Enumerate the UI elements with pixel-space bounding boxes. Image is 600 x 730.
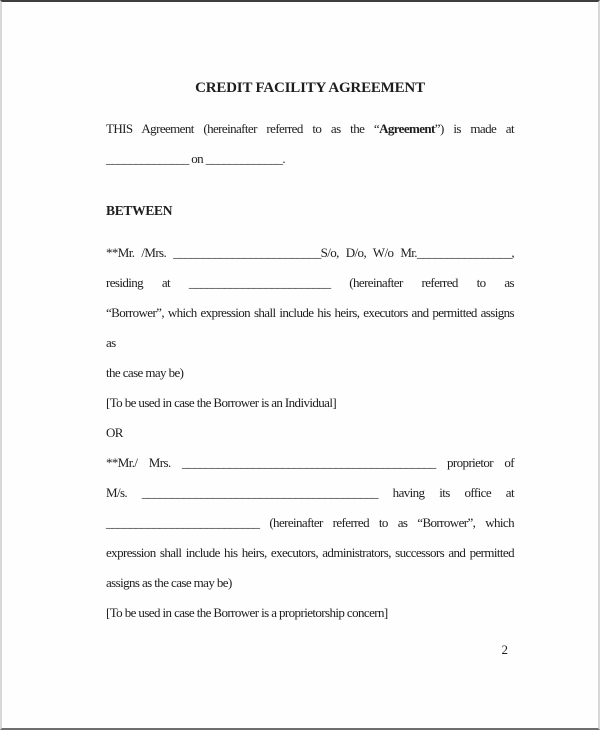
individual-party-line-1: **Mr. /Mrs. _________________________S/o, D/o, W/o Mr.________________,: [106, 245, 514, 260]
intro-line-1-pre: THIS Agreement (hereinafter referred to as the “: [106, 121, 380, 136]
proprietor-party-line-2: M/s. ________________________________________ having its office at: [106, 485, 514, 500]
proprietor-party-line-3: __________________________ (hereinafter referred to as “Borrower”, which: [106, 515, 514, 530]
intro-line-1: [106, 114, 514, 144]
between-heading: BETWEEN: [106, 203, 173, 218]
or-separator: OR: [106, 425, 123, 440]
proprietor-party-line-4: expression shall include his heirs, executors, administrators, successors and permitted: [106, 545, 514, 560]
intro-line-1-bold-term: Agreement: [379, 121, 435, 136]
individual-usage-note: [To be used in case the Borrower is an Individual]: [106, 395, 337, 410]
proprietor-party-line-1: **Mr./ Mrs. ___________________________________________ proprietor of: [106, 455, 514, 470]
individual-party-line-3: “Borrower”, which expression shall include his heirs, executors and permitted assigns as: [106, 305, 514, 350]
document-content: [2, 2, 598, 660]
intro-line-2-blanks: ______________ on _____________.: [106, 151, 286, 166]
individual-party-line-4: the case may be): [106, 365, 184, 380]
proprietor-party-line-5: assigns as the case may be): [106, 575, 232, 590]
page-number: 2: [501, 642, 508, 657]
proprietor-usage-note: [To be used in case the Borrower is a proprietorship concern]: [106, 605, 388, 620]
intro-line-1-post: ”) is made at: [434, 121, 514, 136]
document-title: CREDIT FACILITY AGREEMENT: [195, 80, 425, 96]
individual-party-line-2: residing at ________________________ (hereinafter referred to as: [106, 275, 514, 290]
